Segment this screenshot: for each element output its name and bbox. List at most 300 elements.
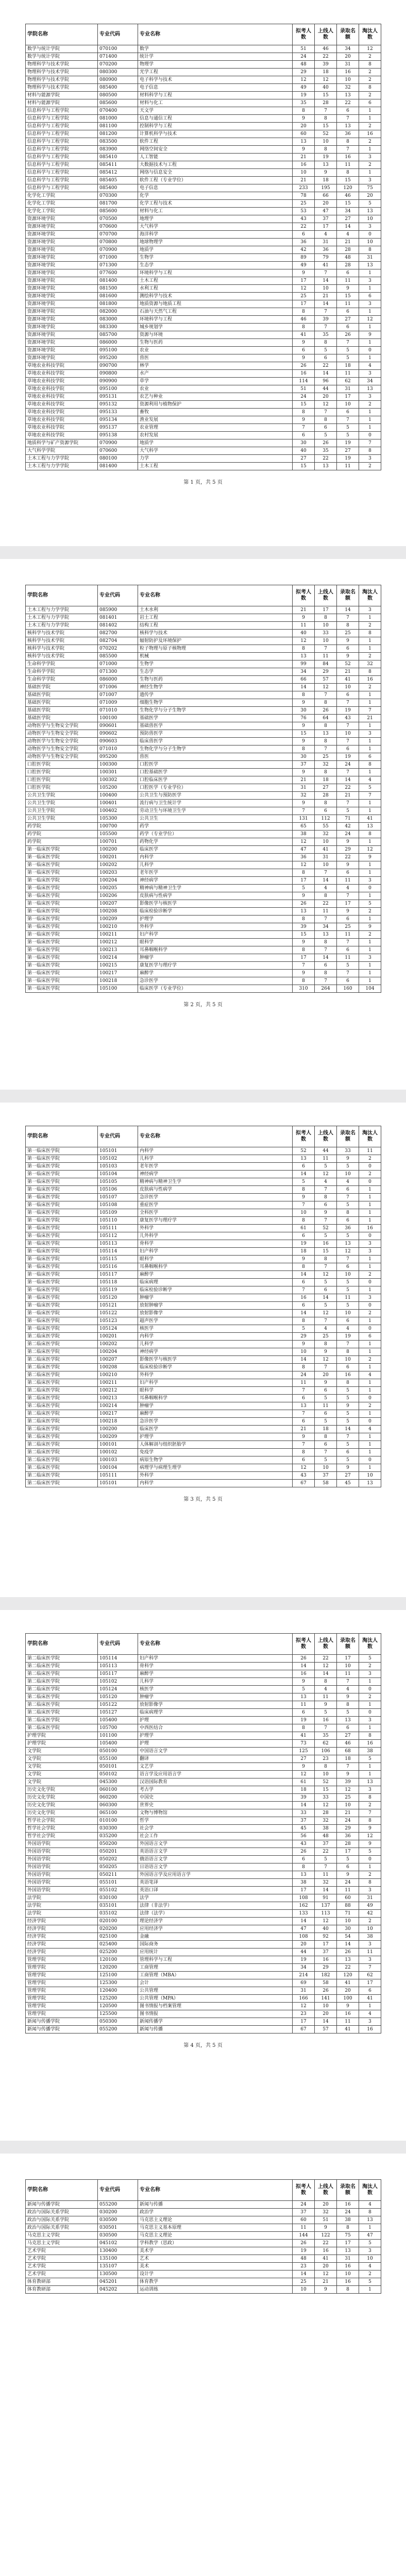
table-cell: 12: [315, 684, 337, 691]
table-cell: 100215: [98, 962, 138, 970]
table-cell: 27: [337, 447, 359, 455]
table-cell: 15: [337, 200, 359, 208]
table-cell: 12: [359, 45, 381, 53]
table-cell: 13: [293, 908, 315, 916]
table-cell: 生态学: [138, 668, 293, 676]
table-cell: 30: [293, 439, 315, 447]
admission-table: [25, 585, 381, 993]
table-cell: 4: [337, 1325, 359, 1333]
table-cell: 6: [293, 1709, 315, 1717]
table-row: [26, 308, 381, 316]
table-cell: 105102: [98, 1678, 138, 1686]
table-cell: 核医学: [138, 1686, 293, 1693]
table-cell: 林学: [138, 362, 293, 370]
table-cell: 光学工程: [138, 69, 293, 76]
table-cell: 5: [315, 432, 337, 439]
table-cell: 8: [315, 892, 337, 900]
table-cell: 105118: [98, 1279, 138, 1286]
table-cell: 11: [293, 1701, 315, 1709]
table-row: [26, 2278, 381, 2286]
table-cell: 6: [315, 424, 337, 432]
table-cell: 105117: [98, 1271, 138, 1279]
table-cell: 070500: [98, 215, 138, 223]
table-cell: 经济学院: [26, 1925, 98, 1933]
table-cell: 125200: [98, 1995, 138, 2003]
table-cell: 61: [293, 1778, 315, 1786]
table-cell: 9: [337, 1402, 359, 1410]
table-cell: 13: [337, 2247, 359, 2255]
table-cell: 095132: [98, 401, 138, 409]
table-cell: 第一临床医学院: [26, 1155, 98, 1163]
table-cell: 086000: [98, 676, 138, 684]
table-cell: 病理学与病理生理学: [138, 1464, 293, 1472]
table-cell: 9: [293, 115, 315, 123]
table-cell: 外国语学院: [26, 1887, 98, 1894]
table-cell: 125100: [98, 1972, 138, 1979]
table-cell: 政治与国际关系学院: [26, 2216, 98, 2224]
table-cell: 24: [293, 53, 315, 61]
table-row: [26, 200, 381, 208]
table-cell: 资源环境学院: [26, 316, 98, 324]
table-cell: 地质学: [138, 246, 293, 254]
table-cell: 18: [315, 1426, 337, 1433]
table-row: [26, 769, 381, 776]
table-cell: 7: [359, 1964, 381, 1972]
table-cell: 3: [359, 2247, 381, 2255]
table-cell: 2: [359, 1155, 381, 1163]
table-cell: 8: [359, 61, 381, 69]
table-cell: 11: [315, 653, 337, 660]
table-cell: 0: [359, 1163, 381, 1171]
table-cell: 071010: [98, 707, 138, 715]
table-cell: 5: [337, 1302, 359, 1310]
table-row: [26, 61, 381, 69]
table-cell: 16: [337, 69, 359, 76]
table-cell: 1: [359, 285, 381, 293]
table-cell: 2: [359, 1356, 381, 1364]
table-cell: 英语语言文学: [138, 1848, 293, 1856]
table-row: [26, 154, 381, 161]
table-cell: 信息科学与工程学院: [26, 130, 98, 138]
table-cell: 9: [293, 416, 315, 424]
table-cell: 6: [337, 691, 359, 699]
table-cell: 16: [293, 161, 315, 169]
column-header: 专业名称: [138, 585, 293, 606]
table-cell: 口腔医学（专业学位）: [138, 784, 293, 792]
table-cell: 19: [337, 455, 359, 463]
table-row: [26, 2263, 381, 2270]
table-cell: 19: [293, 2247, 315, 2255]
table-cell: 6: [315, 962, 337, 970]
table-cell: 050300: [98, 2018, 138, 2026]
table-row: [26, 146, 381, 154]
table-cell: 12: [293, 838, 315, 846]
table-cell: 071300: [98, 262, 138, 269]
table-cell: 麻醉学: [138, 1410, 293, 1418]
table-cell: 13: [337, 1717, 359, 1724]
table-row: [26, 1155, 381, 1163]
table-cell: 6: [337, 1449, 359, 1456]
table-cell: 管理学院: [26, 1964, 98, 1972]
table-cell: 8: [315, 146, 337, 154]
table-cell: 045102: [98, 2240, 138, 2247]
table-cell: 49: [359, 1902, 381, 1910]
table-header-row: [26, 1126, 381, 1147]
table-row: [26, 1341, 381, 1348]
table-cell: 38: [293, 1879, 315, 1887]
table-cell: 100700: [98, 823, 138, 831]
table-cell: 13: [359, 262, 381, 269]
table-cell: 23: [315, 1755, 337, 1763]
table-cell: 14: [293, 1171, 315, 1178]
table-row: [26, 1171, 381, 1178]
table-cell: 48: [293, 2255, 315, 2263]
table-cell: 41: [315, 262, 337, 269]
table-cell: 100400: [98, 792, 138, 800]
table-cell: 030100: [98, 1894, 138, 1902]
table-cell: 考古学: [138, 1786, 293, 1794]
table-cell: 7: [337, 1678, 359, 1686]
table-cell: 27: [293, 1755, 315, 1763]
table-cell: 第二临床医学院: [26, 1341, 98, 1348]
table-cell: 41: [315, 846, 337, 854]
table-cell: 100302: [98, 776, 138, 784]
table-cell: 1: [359, 637, 381, 645]
table-cell: 125300: [98, 1979, 138, 1987]
table-cell: 新闻与传播学院: [26, 2018, 98, 2026]
table-cell: 47: [315, 208, 337, 215]
table-cell: 45: [293, 1825, 315, 1833]
table-row: [26, 2286, 381, 2294]
table-row: [26, 1686, 381, 1693]
table-cell: 14: [293, 1802, 315, 1809]
table-cell: 1: [359, 645, 381, 653]
table-row: [26, 2026, 381, 2033]
table-cell: 030500: [98, 2216, 138, 2224]
table-cell: 51: [293, 45, 315, 53]
table-cell: 9: [359, 1840, 381, 1848]
table-cell: 动物医学与生物安全学院: [26, 753, 98, 761]
table-cell: 外科学: [138, 1472, 293, 1480]
table-cell: 物理科学与技术学院: [26, 76, 98, 84]
table-cell: 3: [359, 300, 381, 308]
table-cell: 47: [293, 846, 315, 854]
table-cell: 21: [337, 239, 359, 246]
table-row: [26, 424, 381, 432]
table-cell: 1: [359, 1256, 381, 1263]
table-cell: 1: [359, 1410, 381, 1418]
table-cell: 资源环境学院: [26, 339, 98, 347]
table-cell: 14: [315, 954, 337, 962]
table-cell: 新闻与传播学院: [26, 2201, 98, 2209]
table-cell: 7: [337, 939, 359, 946]
table-cell: 34: [337, 208, 359, 215]
table-cell: 7: [293, 807, 315, 815]
table-cell: 9: [293, 939, 315, 946]
table-cell: 10: [337, 1663, 359, 1670]
table-cell: 11: [337, 300, 359, 308]
table-row: [26, 53, 381, 61]
table-cell: 8: [359, 2209, 381, 2216]
table-cell: 资源环境学院: [26, 277, 98, 285]
document-page: [0, 0, 406, 546]
table-cell: 第一临床医学院: [26, 1325, 98, 1333]
table-cell: 12: [293, 285, 315, 293]
table-cell: 070200: [98, 61, 138, 69]
table-cell: 14: [315, 1670, 337, 1678]
table-cell: 27: [337, 1732, 359, 1740]
table-cell: 18: [315, 776, 337, 784]
table-cell: 8: [315, 970, 337, 977]
table-cell: 超声医学: [138, 1317, 293, 1325]
table-cell: 学科教学（思政）: [138, 2240, 293, 2247]
table-cell: 妇产科学: [138, 1655, 293, 1663]
column-header: 学院名称: [26, 24, 98, 45]
table-cell: 第一临床医学院: [26, 916, 98, 923]
table-cell: 8: [315, 939, 337, 946]
table-cell: 14: [315, 1294, 337, 1302]
table-cell: 13: [315, 730, 337, 738]
table-row: [26, 1933, 381, 1941]
table-cell: 8: [315, 699, 337, 707]
table-cell: 29: [337, 1825, 359, 1833]
table-cell: 11: [337, 1294, 359, 1302]
table-cell: 28: [315, 1809, 337, 1817]
table-cell: 环境科学与工程: [138, 316, 293, 324]
table-cell: 0: [359, 231, 381, 239]
table-cell: 105101: [98, 1147, 138, 1155]
table-cell: 神经病学: [138, 1348, 293, 1356]
table-cell: 资源环境学院: [26, 223, 98, 231]
table-cell: 141: [315, 1995, 337, 2003]
table-cell: 11: [359, 1147, 381, 1155]
table-cell: 51: [315, 2216, 337, 2224]
table-cell: 6: [337, 324, 359, 331]
table-cell: 105114: [98, 1248, 138, 1256]
table-cell: 5: [315, 1456, 337, 1464]
table-cell: 071007: [98, 691, 138, 699]
table-cell: 康复医学与理疗学: [138, 1217, 293, 1225]
table-cell: 基础医学院: [26, 699, 98, 707]
table-row: [26, 668, 381, 676]
table-cell: 土木工程: [138, 463, 293, 470]
table-cell: 眼科学: [138, 939, 293, 946]
table-cell: 中西医结合: [138, 1724, 293, 1732]
table-cell: 60: [337, 1894, 359, 1902]
table-cell: 8: [293, 1217, 315, 1225]
table-cell: 105107: [98, 1194, 138, 1201]
table-cell: 5: [293, 1178, 315, 1186]
table-cell: 32: [315, 2209, 337, 2216]
table-cell: 1: [359, 691, 381, 699]
table-cell: 公共卫生学院: [26, 792, 98, 800]
table-cell: 第一临床医学院: [26, 1217, 98, 1225]
table-cell: 儿科学: [138, 1341, 293, 1348]
table-cell: 21: [337, 1809, 359, 1817]
table-row: [26, 1371, 381, 1379]
table-cell: 085410: [98, 154, 138, 161]
table-cell: 3: [359, 223, 381, 231]
table-cell: 第一临床医学院: [26, 1201, 98, 1209]
table-cell: 11: [337, 370, 359, 378]
column-header: 录取名额: [337, 585, 359, 606]
table-cell: 6: [337, 308, 359, 316]
table-cell: 资源环境学院: [26, 285, 98, 293]
table-cell: 020100: [98, 1918, 138, 1925]
table-cell: 030500: [98, 2232, 138, 2240]
table-cell: 49: [293, 84, 315, 92]
table-cell: 12: [315, 2270, 337, 2278]
table-cell: 27: [315, 784, 337, 792]
table-cell: 24: [337, 1879, 359, 1887]
table-cell: 33: [315, 630, 337, 637]
table-cell: 045202: [98, 2286, 138, 2294]
table-cell: 37: [293, 761, 315, 769]
table-row: [26, 285, 381, 293]
table-cell: 经济学院: [26, 1918, 98, 1925]
table-row: [26, 1724, 381, 1732]
table-cell: 外国语学院: [26, 1863, 98, 1871]
table-cell: 7: [337, 339, 359, 347]
table-cell: 内科学: [138, 1480, 293, 1487]
table-cell: 文物与博物馆: [138, 1809, 293, 1817]
table-row: [26, 1948, 381, 1956]
table-cell: 13: [293, 653, 315, 660]
table-cell: 护理学: [138, 916, 293, 923]
table-cell: 6: [293, 1456, 315, 1464]
table-cell: 11: [315, 1693, 337, 1701]
table-cell: 43: [337, 715, 359, 722]
table-cell: 100212: [98, 939, 138, 946]
table-cell: 7: [337, 1433, 359, 1441]
table-cell: 动物医学与生物安全学院: [26, 745, 98, 753]
table-cell: 皮肤病与性病学: [138, 892, 293, 900]
table-cell: 090800: [98, 370, 138, 378]
table-cell: 神经病学: [138, 1171, 293, 1178]
table-cell: 100212: [98, 1387, 138, 1395]
table-cell: 临床医学: [138, 1426, 293, 1433]
table-cell: 055102: [98, 1887, 138, 1894]
table-cell: 9: [337, 653, 359, 660]
table-cell: 9: [315, 169, 337, 177]
table-cell: 24: [293, 1371, 315, 1379]
table-cell: 24: [293, 2201, 315, 2209]
table-row: [26, 1809, 381, 1817]
table-row: [26, 1740, 381, 1748]
table-cell: 105110: [98, 1217, 138, 1225]
table-cell: 俄语语言文学: [138, 1856, 293, 1863]
table-cell: 哲学社会学院: [26, 1833, 98, 1840]
table-cell: 27: [337, 316, 359, 324]
table-cell: 1: [359, 2224, 381, 2232]
table-cell: 耳鼻咽喉科学: [138, 946, 293, 954]
table-cell: 5: [315, 347, 337, 354]
table-cell: 081400: [98, 277, 138, 285]
column-header: 专业代码: [98, 585, 138, 606]
table-cell: 7: [337, 416, 359, 424]
table-cell: 外国语言学及应用语言学: [138, 1871, 293, 1879]
table-cell: 070600: [98, 447, 138, 455]
table-cell: 21: [337, 792, 359, 800]
table-cell: 4: [337, 231, 359, 239]
table-cell: 管理科学与工程: [138, 1956, 293, 1964]
table-cell: 3: [359, 1941, 381, 1948]
table-cell: 5: [337, 424, 359, 432]
table-cell: 外国语学院: [26, 1840, 98, 1848]
table-cell: 测绘科学与技术: [138, 293, 293, 300]
table-row: [26, 385, 381, 393]
table-cell: 8: [293, 1449, 315, 1456]
table-cell: 口腔基础医学: [138, 769, 293, 776]
table-row: [26, 455, 381, 463]
table-cell: 083000: [98, 316, 138, 324]
table-cell: 1: [359, 354, 381, 362]
table-row: [26, 1201, 381, 1209]
table-cell: 10: [315, 637, 337, 645]
table-cell: 22: [315, 900, 337, 908]
column-header: 专业名称: [138, 24, 293, 45]
table-row: [26, 1894, 381, 1902]
table-cell: 100206: [98, 892, 138, 900]
table-cell: 法律（法学）: [138, 1910, 293, 1918]
table-row: [26, 1755, 381, 1763]
table-cell: 114: [293, 378, 315, 385]
table-cell: 081000: [98, 115, 138, 123]
table-cell: 资源与环境: [138, 331, 293, 339]
table-cell: 第一临床医学院: [26, 946, 98, 954]
table-cell: 100401: [98, 800, 138, 807]
table-cell: 120400: [98, 1987, 138, 1995]
table-cell: 100301: [98, 769, 138, 776]
table-cell: 7: [315, 916, 337, 923]
table-cell: 第一临床医学院: [26, 1310, 98, 1317]
table-row: [26, 730, 381, 738]
table-cell: 16: [359, 2026, 381, 2033]
table-cell: 071400: [98, 53, 138, 61]
table-cell: 086000: [98, 339, 138, 347]
table-row: [26, 1426, 381, 1433]
table-cell: 1: [359, 977, 381, 985]
table-row: [26, 463, 381, 470]
table-cell: 43: [293, 1840, 315, 1848]
table-cell: 妇产科学: [138, 931, 293, 939]
table-row: [26, 1802, 381, 1809]
table-cell: 135107: [98, 2263, 138, 2270]
table-cell: 信息科学与工程学院: [26, 154, 98, 161]
table-cell: 160: [337, 985, 359, 993]
table-row: [26, 606, 381, 614]
table-cell: 法学: [138, 1894, 293, 1902]
table-cell: 33: [293, 1809, 315, 1817]
table-cell: 7: [359, 792, 381, 800]
table-cell: 11: [337, 877, 359, 885]
table-cell: 图书情报: [138, 2010, 293, 2018]
table-cell: 101100: [98, 1732, 138, 1740]
table-cell: 第一临床医学院: [26, 1171, 98, 1178]
table-cell: 5: [293, 1325, 315, 1333]
table-cell: 050201: [98, 1848, 138, 1856]
table-cell: 资源环境学院: [26, 269, 98, 277]
table-cell: 10: [293, 169, 315, 177]
table-cell: 12: [293, 1464, 315, 1472]
table-cell: 45: [337, 1480, 359, 1487]
table-cell: 17: [315, 1941, 337, 1948]
table-row: [26, 432, 381, 439]
table-cell: 12: [315, 1802, 337, 1809]
table-row: [26, 1995, 381, 2003]
table-cell: 1: [359, 1364, 381, 1371]
table-cell: 核医学: [138, 1325, 293, 1333]
